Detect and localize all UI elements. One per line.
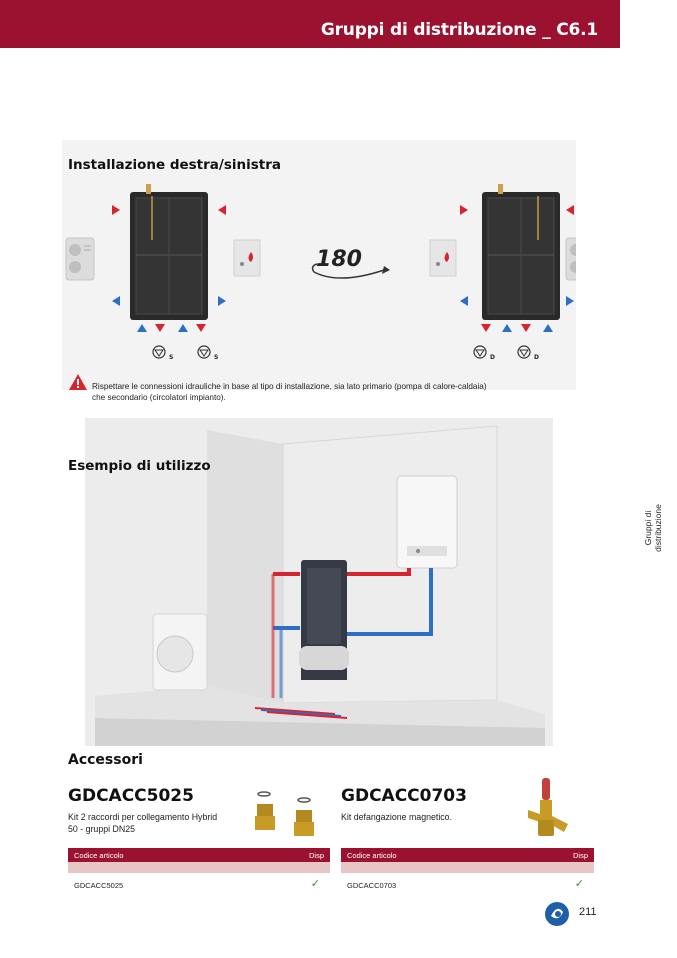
section-title-accessories: Accessori [68, 752, 143, 768]
svg-text:D: D [490, 354, 495, 361]
accessory-description: Kit 2 raccordi per collegamento Hybrid 50 - gruppi DN25 [68, 812, 218, 834]
svg-text:D: D [534, 354, 539, 361]
pump-icon [474, 346, 495, 361]
svg-text:180: 180 [316, 247, 362, 272]
svg-text:S: S [169, 354, 174, 361]
boiler-icon [234, 240, 260, 276]
heat-pump-icon [66, 238, 94, 280]
boiler-icon [430, 240, 456, 276]
right-distribution-unit [482, 184, 560, 320]
header-bar [0, 0, 620, 48]
left-distribution-unit [130, 184, 208, 320]
warning-icon [68, 373, 88, 391]
table-row [68, 873, 330, 895]
rotation-180-label [313, 247, 390, 278]
distribution-unit [299, 560, 349, 680]
article-code-cell: GDCACC5025 [74, 881, 124, 890]
side-section-tab [636, 488, 670, 568]
pump-icon [198, 346, 218, 361]
page-header-title: Gruppi di distribuzione _ C6.1 [320, 20, 598, 40]
table-band [68, 862, 330, 873]
side-tab-label: Gruppi di distribuzione [643, 504, 663, 552]
installation-diagram-panel [62, 140, 576, 390]
pump-icon [153, 346, 173, 361]
warning-text: Rispettare le connessioni idrauliche in base al tipo di installazione, sia lato primario (pompa di calore-caldaia) che secondario (circolatori impianto). [92, 382, 487, 402]
brand-logo-icon [543, 900, 571, 928]
wall-boiler [397, 476, 457, 568]
section-title-installation: Installazione destra/sinistra [68, 157, 281, 173]
pump-icon [518, 346, 539, 361]
outdoor-heat-pump [153, 614, 207, 690]
check-icon: ✓ [310, 878, 320, 890]
table-header: Codice articolo Disp [341, 848, 594, 862]
table-row [341, 873, 594, 895]
article-table [341, 848, 594, 895]
table-band [341, 862, 594, 873]
heat-pump-icon [566, 238, 576, 280]
table-header: Codice articolo Disp [68, 848, 330, 862]
page-number: 211 [579, 906, 597, 918]
installation-diagram [62, 140, 576, 390]
magnetic-filter-image [524, 776, 576, 842]
fitting-kit-image [248, 786, 320, 842]
svg-text:S: S [214, 354, 219, 361]
accessory-code-title: GDCACC5025 [68, 786, 194, 806]
article-code-cell: GDCACC0703 [347, 881, 397, 890]
accessory-code-title: GDCACC0703 [341, 786, 467, 806]
check-icon: ✓ [574, 878, 584, 890]
article-table [68, 848, 330, 895]
section-title-usage-example: Esempio di utilizzo [68, 458, 211, 474]
accessory-description: Kit defangazione magnetico. [341, 812, 453, 822]
